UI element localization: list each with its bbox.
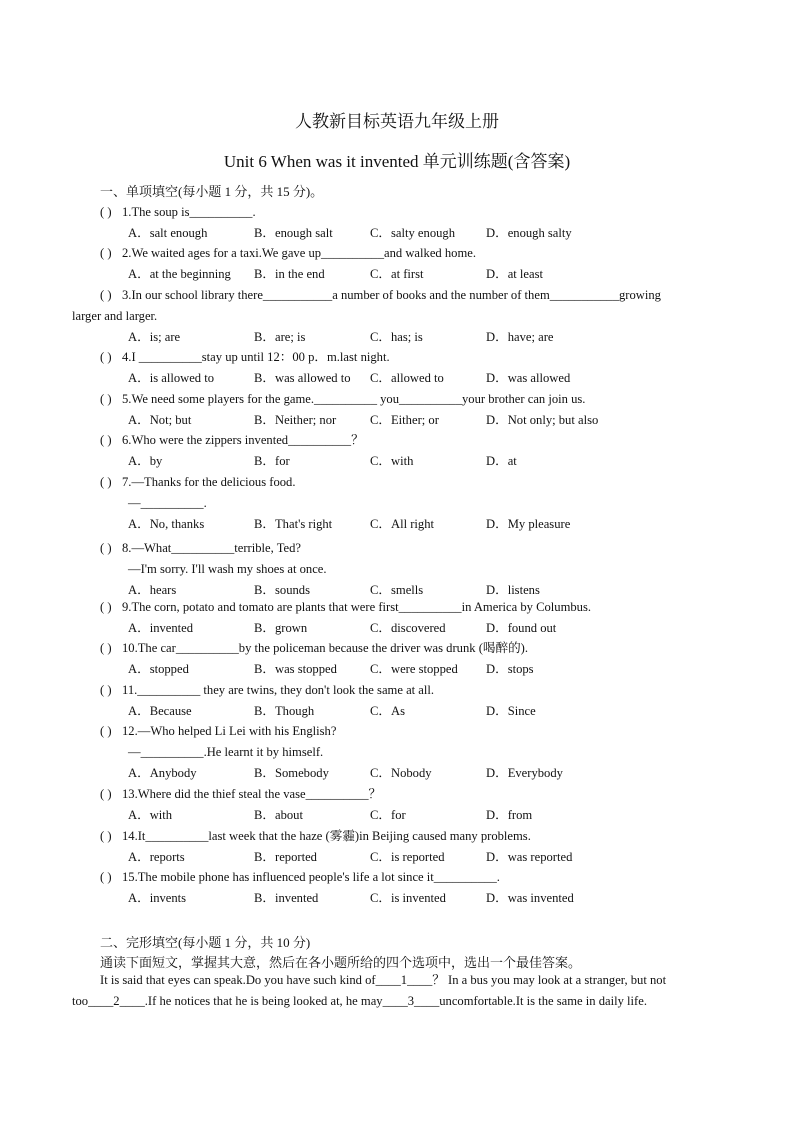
option-d[interactable]: D．Everybody: [486, 766, 563, 780]
answer-paren[interactable]: ( ): [100, 870, 112, 884]
question-text: 15.The mobile phone has influenced people's life a lot since it__________.: [122, 870, 500, 884]
answer-paren[interactable]: ( ): [100, 541, 112, 555]
option-b[interactable]: B．grown: [254, 621, 308, 635]
option-c[interactable]: C．is reported: [370, 850, 445, 864]
option-c[interactable]: C．is invented: [370, 891, 446, 905]
answer-paren[interactable]: ( ): [100, 683, 112, 697]
question-text: 3.In our school library there___________a number of books and the number of them___________growing: [122, 288, 661, 302]
option-c[interactable]: C．allowed to: [370, 371, 444, 385]
option-b[interactable]: B．sounds: [254, 583, 310, 597]
answer-paren[interactable]: ( ): [100, 433, 112, 447]
option-a[interactable]: A．invented: [128, 621, 194, 635]
option-d[interactable]: D．from: [486, 808, 533, 822]
question-text: 12.—Who helped Li Lei with his English?: [122, 724, 337, 738]
option-a[interactable]: A．is; are: [128, 330, 181, 344]
option-d[interactable]: D．listens: [486, 583, 540, 597]
question-text: 11.__________ they are twins, they don't look the same at all.: [122, 683, 435, 697]
option-b[interactable]: B．invented: [254, 891, 319, 905]
option-d[interactable]: D．at least: [486, 267, 544, 281]
option-d[interactable]: D．Not only; but also: [486, 413, 599, 427]
option-c[interactable]: C．discovered: [370, 621, 446, 635]
option-a[interactable]: A．salt enough: [128, 226, 208, 240]
question-dialogue-line: —__________.He learnt it by himself.: [128, 745, 324, 759]
question-text: 2.We waited ages for a taxi.We gave up__________and walked home.: [122, 246, 476, 260]
answer-paren[interactable]: ( ): [100, 475, 112, 489]
option-d[interactable]: D．enough salty: [486, 226, 572, 240]
option-b[interactable]: B．about: [254, 808, 303, 822]
option-d[interactable]: D．was allowed: [486, 371, 571, 385]
cloze-passage-text: It is said that eyes can speak.Do you have such kind of____1____？ In a bus you may look at a stranger, but not too____2____.If he notices that he is being looked at, he may____3____uncomfortable.It is the same in daily life.: [72, 973, 667, 1008]
option-b[interactable]: B．was allowed to: [254, 371, 351, 385]
option-a[interactable]: A．Because: [128, 704, 192, 718]
section-heading-1: 一、单项填空(每小题 1 分，共 15 分)。: [100, 184, 324, 199]
option-a[interactable]: A．is allowed to: [128, 371, 215, 385]
option-b[interactable]: B．Somebody: [254, 766, 329, 780]
option-c[interactable]: C．for: [370, 808, 406, 822]
question-text: 13.Where did the thief steal the vase__________？: [122, 787, 382, 801]
option-d[interactable]: D．at: [486, 454, 517, 468]
question-text: 6.Who were the zippers invented__________？: [122, 433, 364, 447]
option-c[interactable]: C．All right: [370, 517, 435, 531]
option-d[interactable]: D．Since: [486, 704, 536, 718]
cloze-passage: [72, 970, 727, 1012]
option-d[interactable]: D．have; are: [486, 330, 554, 344]
answer-paren[interactable]: ( ): [100, 288, 112, 302]
option-a[interactable]: A．invents: [128, 891, 187, 905]
option-b[interactable]: B．in the end: [254, 267, 325, 281]
question-dialogue-line: —__________.: [128, 496, 207, 510]
answer-paren[interactable]: ( ): [100, 205, 112, 219]
answer-paren[interactable]: ( ): [100, 350, 112, 364]
option-a[interactable]: A．reports: [128, 850, 185, 864]
question-text: 5.We need some players for the game.__________ you__________your brother can join us.: [122, 392, 586, 406]
question-text: 10.The car__________by the policeman because the driver was drunk (喝醉的).: [122, 641, 529, 655]
page-subtitle: Unit 6 When was it invented 单元训练题(含答案): [223, 152, 571, 171]
option-d[interactable]: D．was reported: [486, 850, 573, 864]
option-d[interactable]: D．found out: [486, 621, 557, 635]
answer-paren[interactable]: ( ): [100, 641, 112, 655]
question-text: 8.—What__________terrible, Ted?: [122, 541, 301, 555]
answer-paren[interactable]: ( ): [100, 246, 112, 260]
option-d[interactable]: D．was invented: [486, 891, 574, 905]
option-c[interactable]: C．As: [370, 704, 405, 718]
option-b[interactable]: B．for: [254, 454, 290, 468]
option-d[interactable]: D．stops: [486, 662, 534, 676]
answer-paren[interactable]: ( ): [100, 787, 112, 801]
option-c[interactable]: C．Nobody: [370, 766, 432, 780]
option-b[interactable]: B．That's right: [254, 517, 333, 531]
answer-paren[interactable]: ( ): [100, 724, 112, 738]
option-a[interactable]: A．hears: [128, 583, 177, 597]
answer-paren[interactable]: ( ): [100, 600, 112, 614]
option-d[interactable]: D．My pleasure: [486, 517, 571, 531]
option-a[interactable]: A．by: [128, 454, 163, 468]
question-text: 7.—Thanks for the delicious food.: [122, 475, 296, 489]
option-c[interactable]: C．Either; or: [370, 413, 439, 427]
option-c[interactable]: C．smells: [370, 583, 424, 597]
option-c[interactable]: C．were stopped: [370, 662, 458, 676]
option-c[interactable]: C．at first: [370, 267, 424, 281]
option-a[interactable]: A．at the beginning: [128, 267, 231, 281]
option-b[interactable]: B．enough salt: [254, 226, 333, 240]
question-dialogue-line: —I'm sorry. I'll wash my shoes at once.: [128, 562, 327, 576]
section-instruction: 通读下面短文，掌握其大意，然后在各小题所给的四个选项中，选出一个最佳答案。: [100, 955, 582, 970]
option-b[interactable]: B．Though: [254, 704, 315, 718]
option-b[interactable]: B．was stopped: [254, 662, 337, 676]
answer-paren[interactable]: ( ): [100, 829, 112, 843]
option-b[interactable]: B．Neither; nor: [254, 413, 337, 427]
question-text: 1.The soup is__________.: [122, 205, 256, 219]
option-a[interactable]: A．with: [128, 808, 173, 822]
question-stem-continued: larger and larger.: [72, 309, 158, 323]
option-c[interactable]: C．has; is: [370, 330, 423, 344]
section-heading-2: 二、完形填空(每小题 1 分，共 10 分): [100, 935, 311, 950]
option-a[interactable]: A．Not; but: [128, 413, 192, 427]
option-a[interactable]: A．Anybody: [128, 766, 197, 780]
option-a[interactable]: A．No, thanks: [128, 517, 205, 531]
question-text: 4.I __________stay up until 12：00 p．m.last night.: [122, 350, 390, 364]
question-text: 9.The corn, potato and tomato are plants that were first__________in America by Columbus.: [122, 600, 592, 614]
question-text: 14.It__________last week that the haze (雾霾)in Beijing caused many problems.: [122, 829, 531, 843]
option-b[interactable]: B．reported: [254, 850, 317, 864]
option-c[interactable]: C．with: [370, 454, 414, 468]
page-title: 人教新目标英语九年级上册: [295, 112, 499, 131]
answer-paren[interactable]: ( ): [100, 392, 112, 406]
option-b[interactable]: B．are; is: [254, 330, 306, 344]
option-c[interactable]: C．salty enough: [370, 226, 456, 240]
option-a[interactable]: A．stopped: [128, 662, 189, 676]
